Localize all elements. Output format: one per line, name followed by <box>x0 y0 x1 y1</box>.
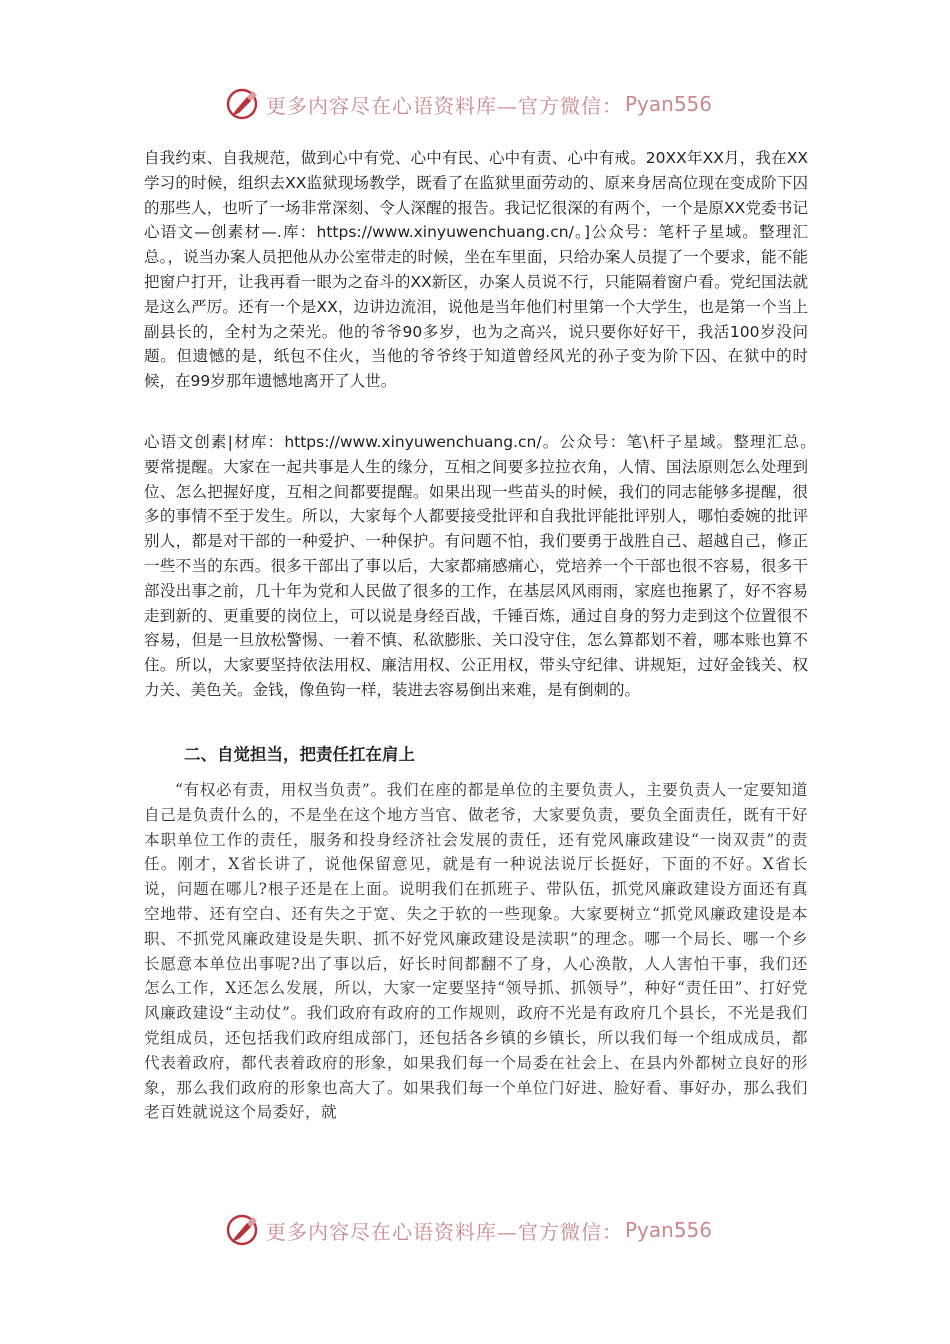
header-brand-text: 更多内容尽在心语资料库—官方微信： <box>266 93 623 118</box>
section-heading-text: 二、自觉担当，把责任扛在肩上 <box>184 745 415 764</box>
paragraph-2 <box>144 430 840 703</box>
footer-wechat-id: Pyan556 <box>625 1218 713 1242</box>
pen-logo-icon <box>226 86 262 122</box>
paragraph-1 <box>144 146 808 394</box>
paragraph-3-text: “有权必有责，用权当负责”。我们在座的都是单位的主要负责人，主要负责人一定要知道自己是负责什么的，不是坐在这个地方当官、做老爷，大家要负责，要负全面责任，既有干好本职单位工作的责任，服务和投身经济社会发展的责任，还有党风廉政建设“一岗双责”的责任。刚才，X省长讲了，说他保留意见，就是有一种说法说厅长挺好，下面的不好。X省长说，问题在哪儿?根子还是在上面。说明我们在抓班子、带队伍，抓党风廉政建设方面还有真空地带、还有空白、还有失之于宽、失之于软的一些现象。大家要树立“抓党风廉政建设是本职、不抓党风廉政建设是失职、抓不好党风廉政建设是渎职”的理念。哪一个局长、哪一个乡长愿意本单位出事呢?出了事以后，好长时间都翻不了身，人心涣散，人人害怕干事，我们还怎么工作，X还怎么发展，所以，大家一定要坚持“领导抓、抓领导”，种好“责任田”、打好党风廉政建设“主动仗”。我们政府有政府的工作规则，政府不光是有政府几个县长，不光是我们党组成员，还包括我们政府组成部门，还包括各乡镇的乡镇长，所以我们每一个组成成员，都代表着政府，都代表着政府的形象，如果我们每一个局委在社会上、在县内外都树立良好的形象，那么我们政府的形象也高大了。如果我们每一个单位门好进、脸好看、事好办，那么我们老百姓就说这个局委好，就 <box>144 781 808 1122</box>
footer-banner[interactable] <box>226 1210 712 1250</box>
paragraph-2-text: 心语文创素|材库：https://www.xinyuwenchuang.cn/。公众号：笔\杆子星域。整理汇总。 要常提醒。大家在一起共事是人生的缘分，互相之间要多拉拉衣角，人情、国法原则怎么处理到位、怎么把握好度，互相之间都要提醒。如果出现一些苗头的时候，我们的同志能够多提醒，很多的事情不至于发生。所以，大家每个人都要接受批评和自我批评能批评别人，哪怕委婉的批评别人，都是对干部的一种爱护、一种保护。有问题不怕，我们要勇于战胜自己、超越自己，修正一些不当的东西。很多干部出了事以后，大家都痛感痛心，党培养一个干部也很不容易，很多干部没出事之前，几十年为党和人民做了很多的工作，在基层风风雨雨，家庭也拖累了，好不容易走到新的、更重要的岗位上，可以说是身经百战，千锤百炼，通过自身的努力走到这个位置很不容易，但是一旦放松警惕、一着不慎、私欲膨胀、关口没守住，怎么算都划不着，哪本账也算不住。所以，大家要坚持依法用权、廉洁用权、公正用权，带头守纪律、讲规矩，过好金钱关、权力关、美色关。金钱，像鱼钩一样，装进去容易倒出来难，是有倒刺的。 <box>144 433 840 699</box>
header-banner[interactable] <box>226 84 712 124</box>
header-wechat-id: Pyan556 <box>625 92 713 116</box>
paragraph-1-text: 自我约束、自我规范，做到心中有党、心中有民、心中有责、心中有戒。20XX年XX月，我在XX学习的时候，组织去XX监狱现场教学，既看了在监狱里面劳动的、原来身居高位现在变成阶下囚的那些人，也听了一场非常深刻、令人深醒的报告。我记忆很深的有两个，一个是原XX党委书记心语文—创素材—.库：https://www.xinyuwenchuang.cn/。]公众号：笔杆子星域。整理汇总。，说当办案人员把他从办公室带走的时候，坐在车里面，只给办案人员提了一个要求，能不能把窗户打开，让我再看一眼为之奋斗的XX新区，办案人员说不行，只能隔着窗户看。党纪国法就是这么严厉。还有一个是XX，边讲边流泪，说他是当年他们村里第一个大学生，也是第一个当上副县长的，全村为之荣光。他的爷爷90多岁，也为之高兴，说只要你好好干，我活100岁没问题。但遗憾的是，纸包不住火，当他的爷爷终于知道曾经风光的孙子变为阶下囚、在狱中的时候，在99岁那年遗憾地离开了人世。 <box>144 149 808 391</box>
pen-logo-icon <box>226 1212 262 1248</box>
section-heading <box>184 741 784 765</box>
paragraph-3 <box>144 778 808 1125</box>
footer-brand-text: 更多内容尽在心语资料库—官方微信： <box>266 1219 623 1244</box>
